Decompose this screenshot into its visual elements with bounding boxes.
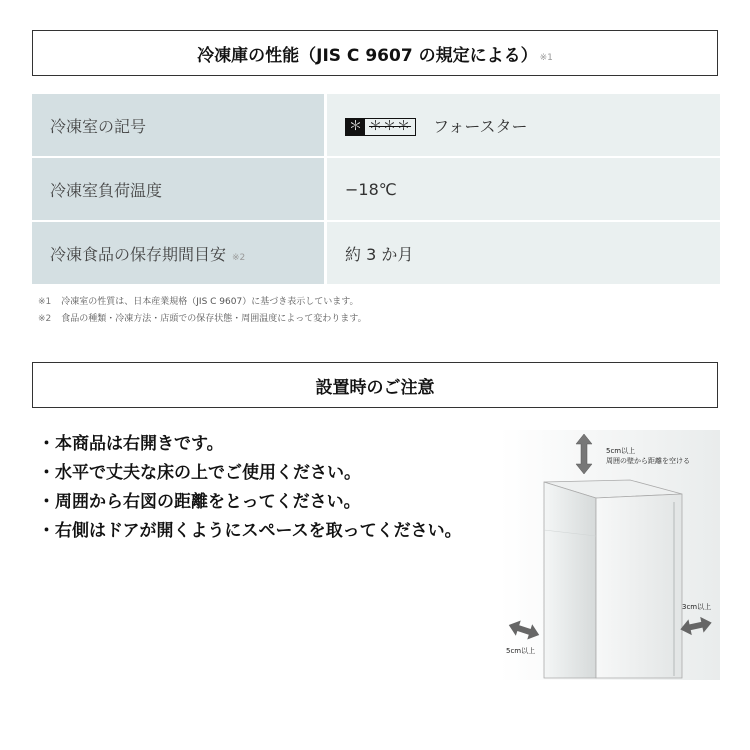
- row-label-text: 冷凍食品の保存期間目安: [50, 244, 227, 264]
- freezer-door: [596, 494, 682, 678]
- left-clearance-label: 5cm以上: [506, 647, 536, 655]
- performance-table: [32, 92, 720, 286]
- footnote-text: 冷凍室の性質は、日本産業規格（JIS C 9607）に基づき表示しています。: [61, 297, 359, 307]
- four-star-mark-rest: ＊＊＊: [369, 119, 412, 134]
- row-value-text: −18℃: [345, 179, 397, 199]
- row-label-text: 冷凍室負荷温度: [50, 180, 163, 200]
- footnote-mark: ※1: [38, 297, 52, 307]
- freezer-illustration: [500, 430, 720, 680]
- four-star-mark-icon: [345, 118, 416, 136]
- row-label-load-temperature: [32, 158, 324, 220]
- footnote-2: [38, 311, 367, 328]
- four-star-mark-first: ＊: [346, 119, 365, 135]
- installation-clearance-diagram: [500, 430, 720, 680]
- row-value-storage-period: [324, 222, 720, 284]
- row-label-freezer-symbol: [32, 94, 324, 156]
- top-clearance-label: 5cm以上: [606, 447, 636, 455]
- table-row: [32, 94, 720, 156]
- list-item: ・右側はドアが開くようにスペースを取ってください。: [38, 521, 462, 541]
- footnote-text: 食品の種類・冷凍方法・店頭での保存状態・周囲温度によって変わります。: [61, 314, 367, 324]
- footnotes: [38, 294, 367, 328]
- list-item: ・周囲から右図の距離をとってください。: [38, 492, 361, 512]
- installation-title-text: 設置時のご注意: [315, 377, 435, 398]
- footnote-mark: ※2: [38, 314, 52, 324]
- row-value-freezer-symbol: [324, 94, 720, 156]
- performance-section-title: [32, 30, 718, 76]
- row-value-text: フォースター: [433, 116, 528, 136]
- performance-title-text: 冷凍庫の性能（JIS C 9607 の規定による）: [197, 45, 538, 66]
- table-row: [32, 158, 720, 220]
- footnote-1: [38, 294, 367, 311]
- installation-section-title: [32, 362, 718, 408]
- table-row: [32, 222, 720, 284]
- installation-notes-list: [38, 430, 462, 546]
- freezer-side: [544, 482, 596, 678]
- list-item: ・水平で丈夫な床の上でご使用ください。: [38, 463, 361, 483]
- row-label-storage-period: [32, 222, 324, 284]
- row-value-load-temperature: [324, 158, 720, 220]
- right-clearance-label: 3cm以上: [682, 603, 712, 611]
- top-clearance-note: 周囲の壁から距離を空ける: [606, 457, 690, 465]
- performance-title-note-mark: ※1: [539, 53, 553, 63]
- row-label-note-mark: ※2: [232, 252, 246, 263]
- row-label-text: 冷凍室の記号: [50, 116, 147, 136]
- row-value-text: 約 3 か月: [345, 244, 414, 264]
- list-item: ・本商品は右開きです。: [38, 434, 224, 454]
